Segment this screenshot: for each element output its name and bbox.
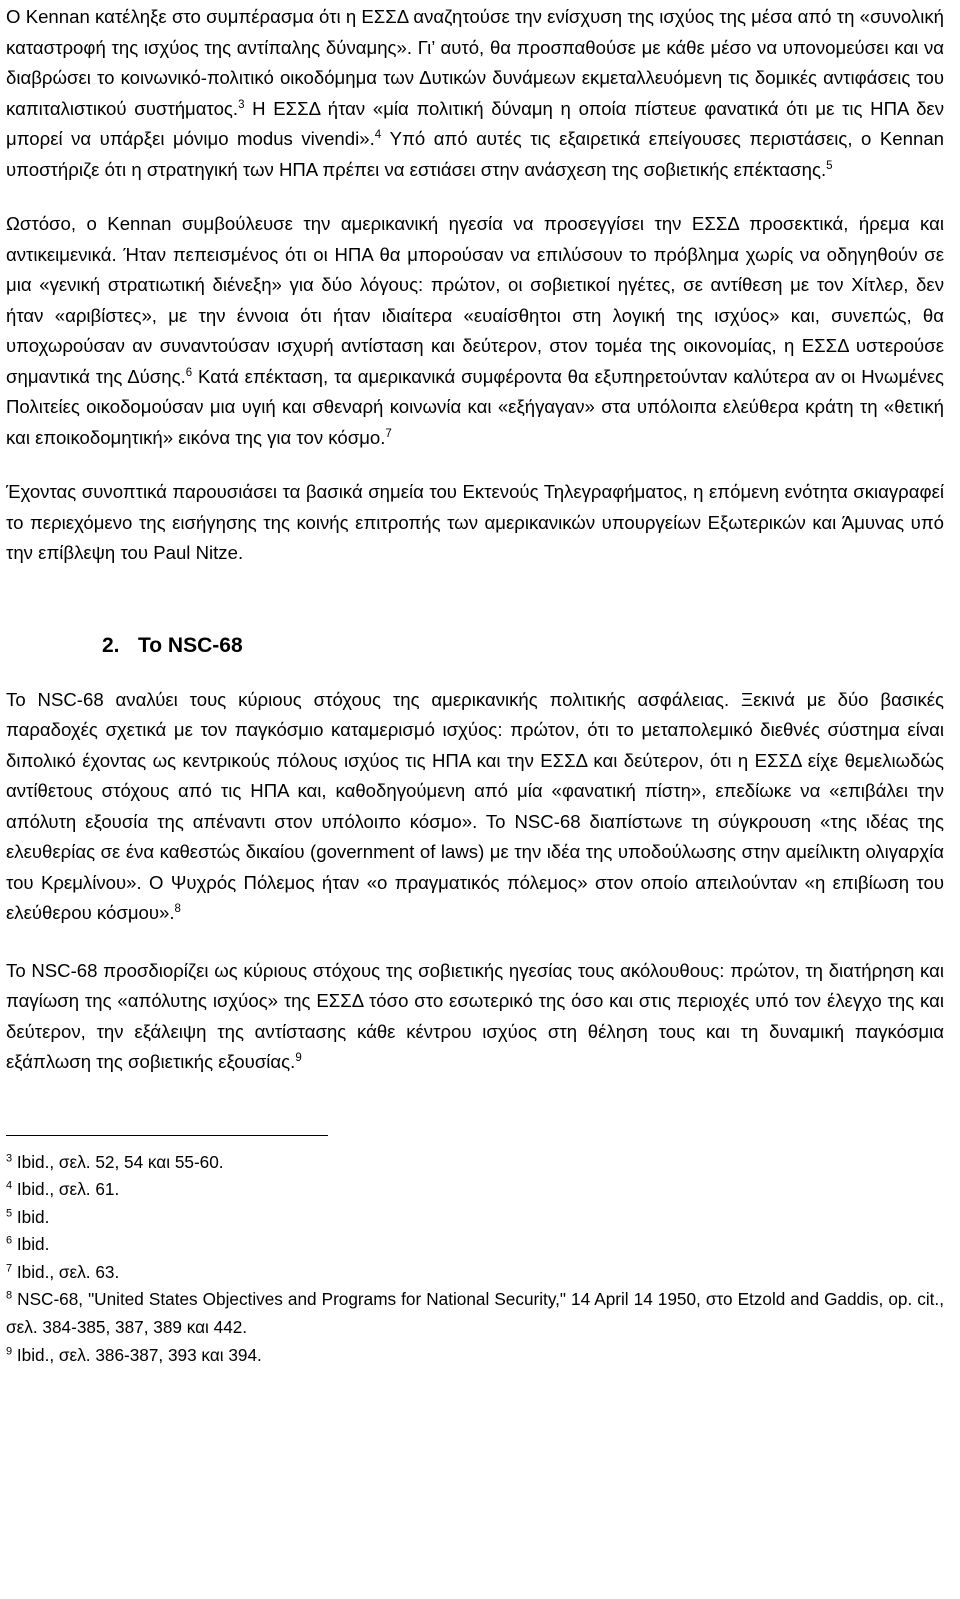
- footnote-ref[interactable]: 3: [238, 98, 245, 111]
- footnote-number: 7: [6, 1262, 13, 1275]
- footnote-number: 8: [6, 1289, 13, 1302]
- footnote-item: [6, 1259, 944, 1287]
- footnote-ref[interactable]: 9: [295, 1052, 302, 1065]
- footnote-text: Ibid.: [12, 1206, 50, 1227]
- paragraph-text: O Kennan κατέληξε στο συμπέρασμα ότι η ΕΣΣΔ αναζητούσε την ενίσχυση της ισχύος της μέσα από τη «συνολική καταστροφή της ισχύος της αντίπαλης δύναμης». Γι’ αυτό, θα προσπαθούσε με κάθε μέσο να υπονομεύσει και να διαβρώσει το κοινωνικό-πολιτικό οικοδόμημα των Δυτικών δυνάμεων εκμεταλλευόμενη τις δομικές αντιφάσεις του καπιταλιστικού συστήματος.: [6, 6, 944, 119]
- section-title: Το NSC-68: [138, 633, 243, 657]
- paragraph-text: Η ΕΣΣΔ ήταν «μία πολιτική δύναμη η οποία πίστευε φανατικά ότι με τις ΗΠΑ δεν μπορεί να υπάρξει μόνιμο modus vivendi».: [6, 97, 945, 149]
- footnote-text: Ibid., σελ. 61.: [12, 1179, 120, 1200]
- section-number: 2.: [102, 633, 120, 657]
- footnote-ref[interactable]: 8: [174, 903, 181, 916]
- footnote-ref[interactable]: 7: [385, 427, 392, 440]
- footnote-text: Ibid.: [12, 1234, 50, 1255]
- footnote-item: [6, 1342, 944, 1370]
- footnote-number: 5: [6, 1207, 13, 1220]
- footnote-item: [6, 1204, 944, 1232]
- footnote-text: Ibid., σελ. 52, 54 και 55-60.: [12, 1151, 224, 1172]
- paragraph-text: Ωστόσο, ο Kennan συμβούλευσε την αμερικανική ηγεσία να προσεγγίσει την ΕΣΣΔ προσεκτικά, ήρεμα και αντικειμενικά. Ήταν πεπεισμένος ότι οι ΗΠΑ θα μπορούσαν να επιλύσουν το πρόβλημα χωρίς να οδηγηθούν σε μια «γενική στρατιωτική διένεξη» για δύο λόγους: πρώτον, οι σοβιετικοί ηγέτες, σε αντίθεση με τον Χίτλερ, δεν ήταν «αριβίστες», με την έννοια ότι ήταν ιδιαίτερα «ευαίσθητοι στη λογική της ισχύος» και, συνεπώς, θα υποχωρούσαν αν συναντούσαν ισχυρή αντίσταση και δεύτερον, στον τομέα της οικονομίας, η ΕΣΣΔ υστερούσε σημαντικά της Δύσης.: [6, 213, 944, 387]
- paragraph-transition: [6, 477, 944, 569]
- footnote-text: Ibid., σελ. 63.: [12, 1261, 120, 1282]
- paragraph-kennan-advice: [6, 209, 944, 453]
- footnote-item: [6, 1176, 944, 1204]
- footnote-text: Ibid., σελ. 386-387, 393 και 394.: [12, 1344, 262, 1365]
- paragraph-text: Έχοντας συνοπτικά παρουσιάσει τα βασικά σημεία του Εκτενούς Τηλεγραφήματος, η επόμενη ενότητα σκιαγραφεί το περιεχόμενο της εισήγησης της κοινής επιτροπής των αμερικανικών υπουργείων Εξωτερικών και Άμυνας υπό την επίβλεψη του Paul Nitze.: [6, 481, 944, 563]
- footnote-number: 9: [6, 1345, 13, 1358]
- footnote-ref[interactable]: 4: [374, 129, 382, 142]
- footnote-item: [6, 1286, 944, 1341]
- paragraph-nsc68-analysis: [6, 685, 944, 929]
- footnotes-list: [6, 1149, 944, 1370]
- footnote-number: 4: [6, 1179, 13, 1192]
- paragraph-text: Το NSC-68 αναλύει τους κύριους στόχους της αμερικανικής πολιτικής ασφάλειας. Ξεκινά με δύο βασικές παραδοχές σχετικά με τον παγκόσμιο καταμερισμό ισχύος: πρώτον, ότι το μεταπολεμικό διεθνές σύστημα είναι διπολικό έχοντας ως κεντρικούς πόλους ισχύος τις ΗΠΑ και την ΕΣΣΔ και δεύτερον, ότι η ΕΣΣΔ είχε θεμελιωδώς αντίθετους στόχους από τις ΗΠΑ και, καθοδηγούμενη από μία «φανατική πίστη», επεδίωκε να «επιβάλει την απόλυτη εξουσία της απέναντι στον υπόλοιπο κόσμο». Το NSC-68 διαπίστωνε τη σύγκρουση «της ιδέας της ελευθερίας σε ένα καθεστώς δικαίου (government of laws) με την ιδέα της υποδούλωσης στην αμείλικτη ολιγαρχία του Κρεμλίνου». Ο Ψυχρός Πόλεμος ήταν «ο πραγματικός πόλεμος» στον οποίο απειλούνταν «η επιβίωση του ελεύθερου κόσμου».: [6, 688, 944, 923]
- paragraph-nsc68-goals: [6, 956, 944, 1078]
- section-heading: [102, 631, 944, 661]
- footnote-number: 6: [6, 1234, 13, 1247]
- footnote-number: 3: [6, 1151, 13, 1164]
- footnote-item: [6, 1231, 944, 1259]
- footnote-ref[interactable]: 5: [826, 159, 833, 172]
- paragraph-text: Κατά επέκταση, τα αμερικανικά συμφέροντα θα εξυπηρετούνταν καλύτερα αν οι Ηνωμένες Πολιτείες οικοδομούσαν μια υγιή και σθεναρή κοινωνία και «εξήγαγαν» στα υπόλοιπα ελεύθερα κράτη τη «θετική και εποικοδομητική» εικόνα της για τον κόσμο.: [6, 365, 944, 448]
- paragraph-text: Υπό από αυτές τις εξαιρετικά επείγουσες περιστάσεις, ο Kennan υποστήριζε ότι η στρατηγική των ΗΠΑ πρέπει να εστιάσει στην ανάσχεση της σοβιετικής επέκτασης.: [6, 128, 945, 180]
- paragraph-text: Το NSC-68 προσδιορίζει ως κύριους στόχους της σοβιετικής ηγεσίας τους ακόλουθους: πρώτον, τη διατήρηση και παγίωση της «απόλυτης ισχύος» της ΕΣΣΔ τόσο στο εσωτερικό της όσο και στις περιοχές υπό τον έλεγχο της και δεύτερον, την εξάλειψη της αντίστασης κάθε κέντρου ισχύος στη θέληση τους και τη δυναμική παγκόσμια εξάπλωση της σοβιετικής εξουσίας.: [6, 959, 944, 1072]
- paragraph-kennan-conclusion: [6, 2, 944, 185]
- footnote-separator: [6, 1135, 328, 1136]
- footnote-text: NSC-68, "United States Objectives and Programs for National Security," 14 April 14 1950, στο Etzold and Gaddis, op. cit., σελ. 384-385, 387, 389 και 442.: [6, 1289, 944, 1338]
- footnote-item: [6, 1149, 944, 1177]
- footnote-ref[interactable]: 6: [185, 366, 193, 379]
